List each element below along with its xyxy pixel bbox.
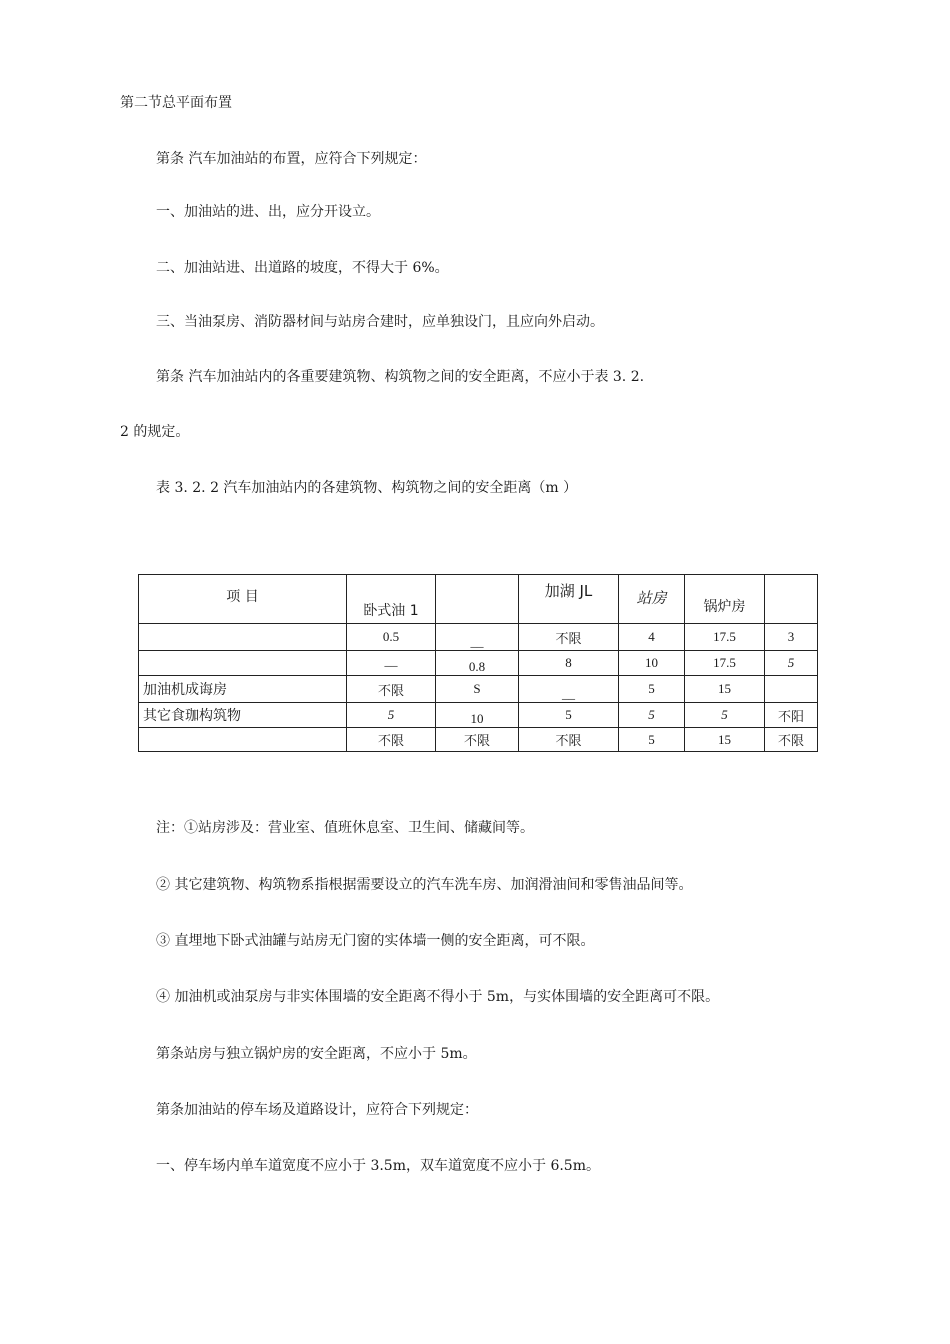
table-row [139, 651, 818, 676]
paragraph: 第条站房与独立锅炉房的安全距离，不应小于 5m。 [156, 1046, 477, 1062]
table-cell: 5 [619, 728, 685, 752]
note: ④ 加油机或油泵房与非实体围墙的安全距离不得小于 5m，与实体围墙的安全距离可不限。 [156, 989, 720, 1005]
header-cell: 卧式油 1 [347, 575, 436, 624]
table-cell: 5 [347, 703, 436, 728]
paragraph: 二、加油站进、出道路的坡度，不得大于 6%。 [156, 260, 449, 276]
table-cell: 不限 [436, 728, 519, 752]
table-cell: 不限 [519, 624, 619, 651]
table-cell: 不限 [347, 676, 436, 703]
table-cell: __ [519, 676, 619, 703]
paragraph: 2 的规定。 [120, 424, 190, 440]
table-cell: 不限 [347, 728, 436, 752]
header-cell: 锅炉房 [685, 575, 765, 624]
table-cell: 加油机成诲房 [139, 676, 347, 703]
header-cell [436, 575, 519, 624]
table-cell: 5 [619, 676, 685, 703]
header-cell: 站房 [619, 575, 685, 624]
paragraph: 三、当油泵房、消防器材间与站房合建时，应单独设门，且应向外启动。 [156, 314, 604, 330]
note: ③ 直埋地下卧式油罐与站房无门窗的实体墙一侧的安全距离，可不限。 [156, 933, 595, 949]
table-cell [139, 624, 347, 651]
table-caption: 表 3. 2. 2 汽车加油站内的各建筑物、构筑物之间的安全距离（m ） [156, 480, 578, 496]
header-cell [765, 575, 818, 624]
paragraph: 第条 汽车加油站内的各重要建筑物、构筑物之间的安全距离，不应小于表 3. 2. [156, 369, 645, 385]
table-cell: 5 [619, 703, 685, 728]
table-cell: 3 [765, 624, 818, 651]
section-title: 第二节总平面布置 [120, 95, 232, 111]
table-cell [139, 728, 347, 752]
header-cell: 项 目 [139, 575, 347, 624]
table-cell: S [436, 676, 519, 703]
paragraph: 第条加油站的停车场及道路设计，应符合下列规定： [156, 1102, 478, 1118]
table-cell: 8 [519, 651, 619, 676]
table-cell: 不限 [765, 728, 818, 752]
table-cell: 5 [765, 651, 818, 676]
table-cell: __ [436, 624, 519, 651]
table-cell: 15 [685, 676, 765, 703]
table-row [139, 703, 818, 728]
paragraph: 第条 汽车加油站的布置，应符合下列规定： [156, 151, 427, 167]
table-cell: 不限 [519, 728, 619, 752]
table-cell: 17.5 [685, 651, 765, 676]
table-cell: 0.8 [436, 651, 519, 676]
note: ② 其它建筑物、构筑物系指根据需要设立的汽车洗车房、加润滑油间和零售油品间等。 [156, 877, 693, 893]
table-cell: 0.5 [347, 624, 436, 651]
paragraph: 一、停车场内单车道宽度不应小于 3.5m，双车道宽度不应小于 6.5m。 [156, 1158, 600, 1174]
table-cell: 4 [619, 624, 685, 651]
table-cell: 不阳 [765, 703, 818, 728]
table-cell: 5 [685, 703, 765, 728]
table-cell: __ [347, 651, 436, 676]
table-cell: 15 [685, 728, 765, 752]
header-cell: 加湖 JL [519, 575, 619, 624]
distance-table [138, 574, 818, 752]
note: 注：①站房涉及：营业室、值班休息室、卫生间、储藏间等。 [156, 820, 534, 836]
table-header-row [139, 575, 818, 624]
table-cell [765, 676, 818, 703]
table-cell: 其它食珈构筑物 [139, 703, 347, 728]
table-cell [139, 651, 347, 676]
table-row [139, 728, 818, 752]
table-cell: 10 [436, 703, 519, 728]
table-row [139, 624, 818, 651]
table-cell: 5 [519, 703, 619, 728]
paragraph: 一、加油站的进、出，应分开设立。 [156, 204, 380, 220]
table-cell: 17.5 [685, 624, 765, 651]
table-cell: 10 [619, 651, 685, 676]
table-row [139, 676, 818, 703]
